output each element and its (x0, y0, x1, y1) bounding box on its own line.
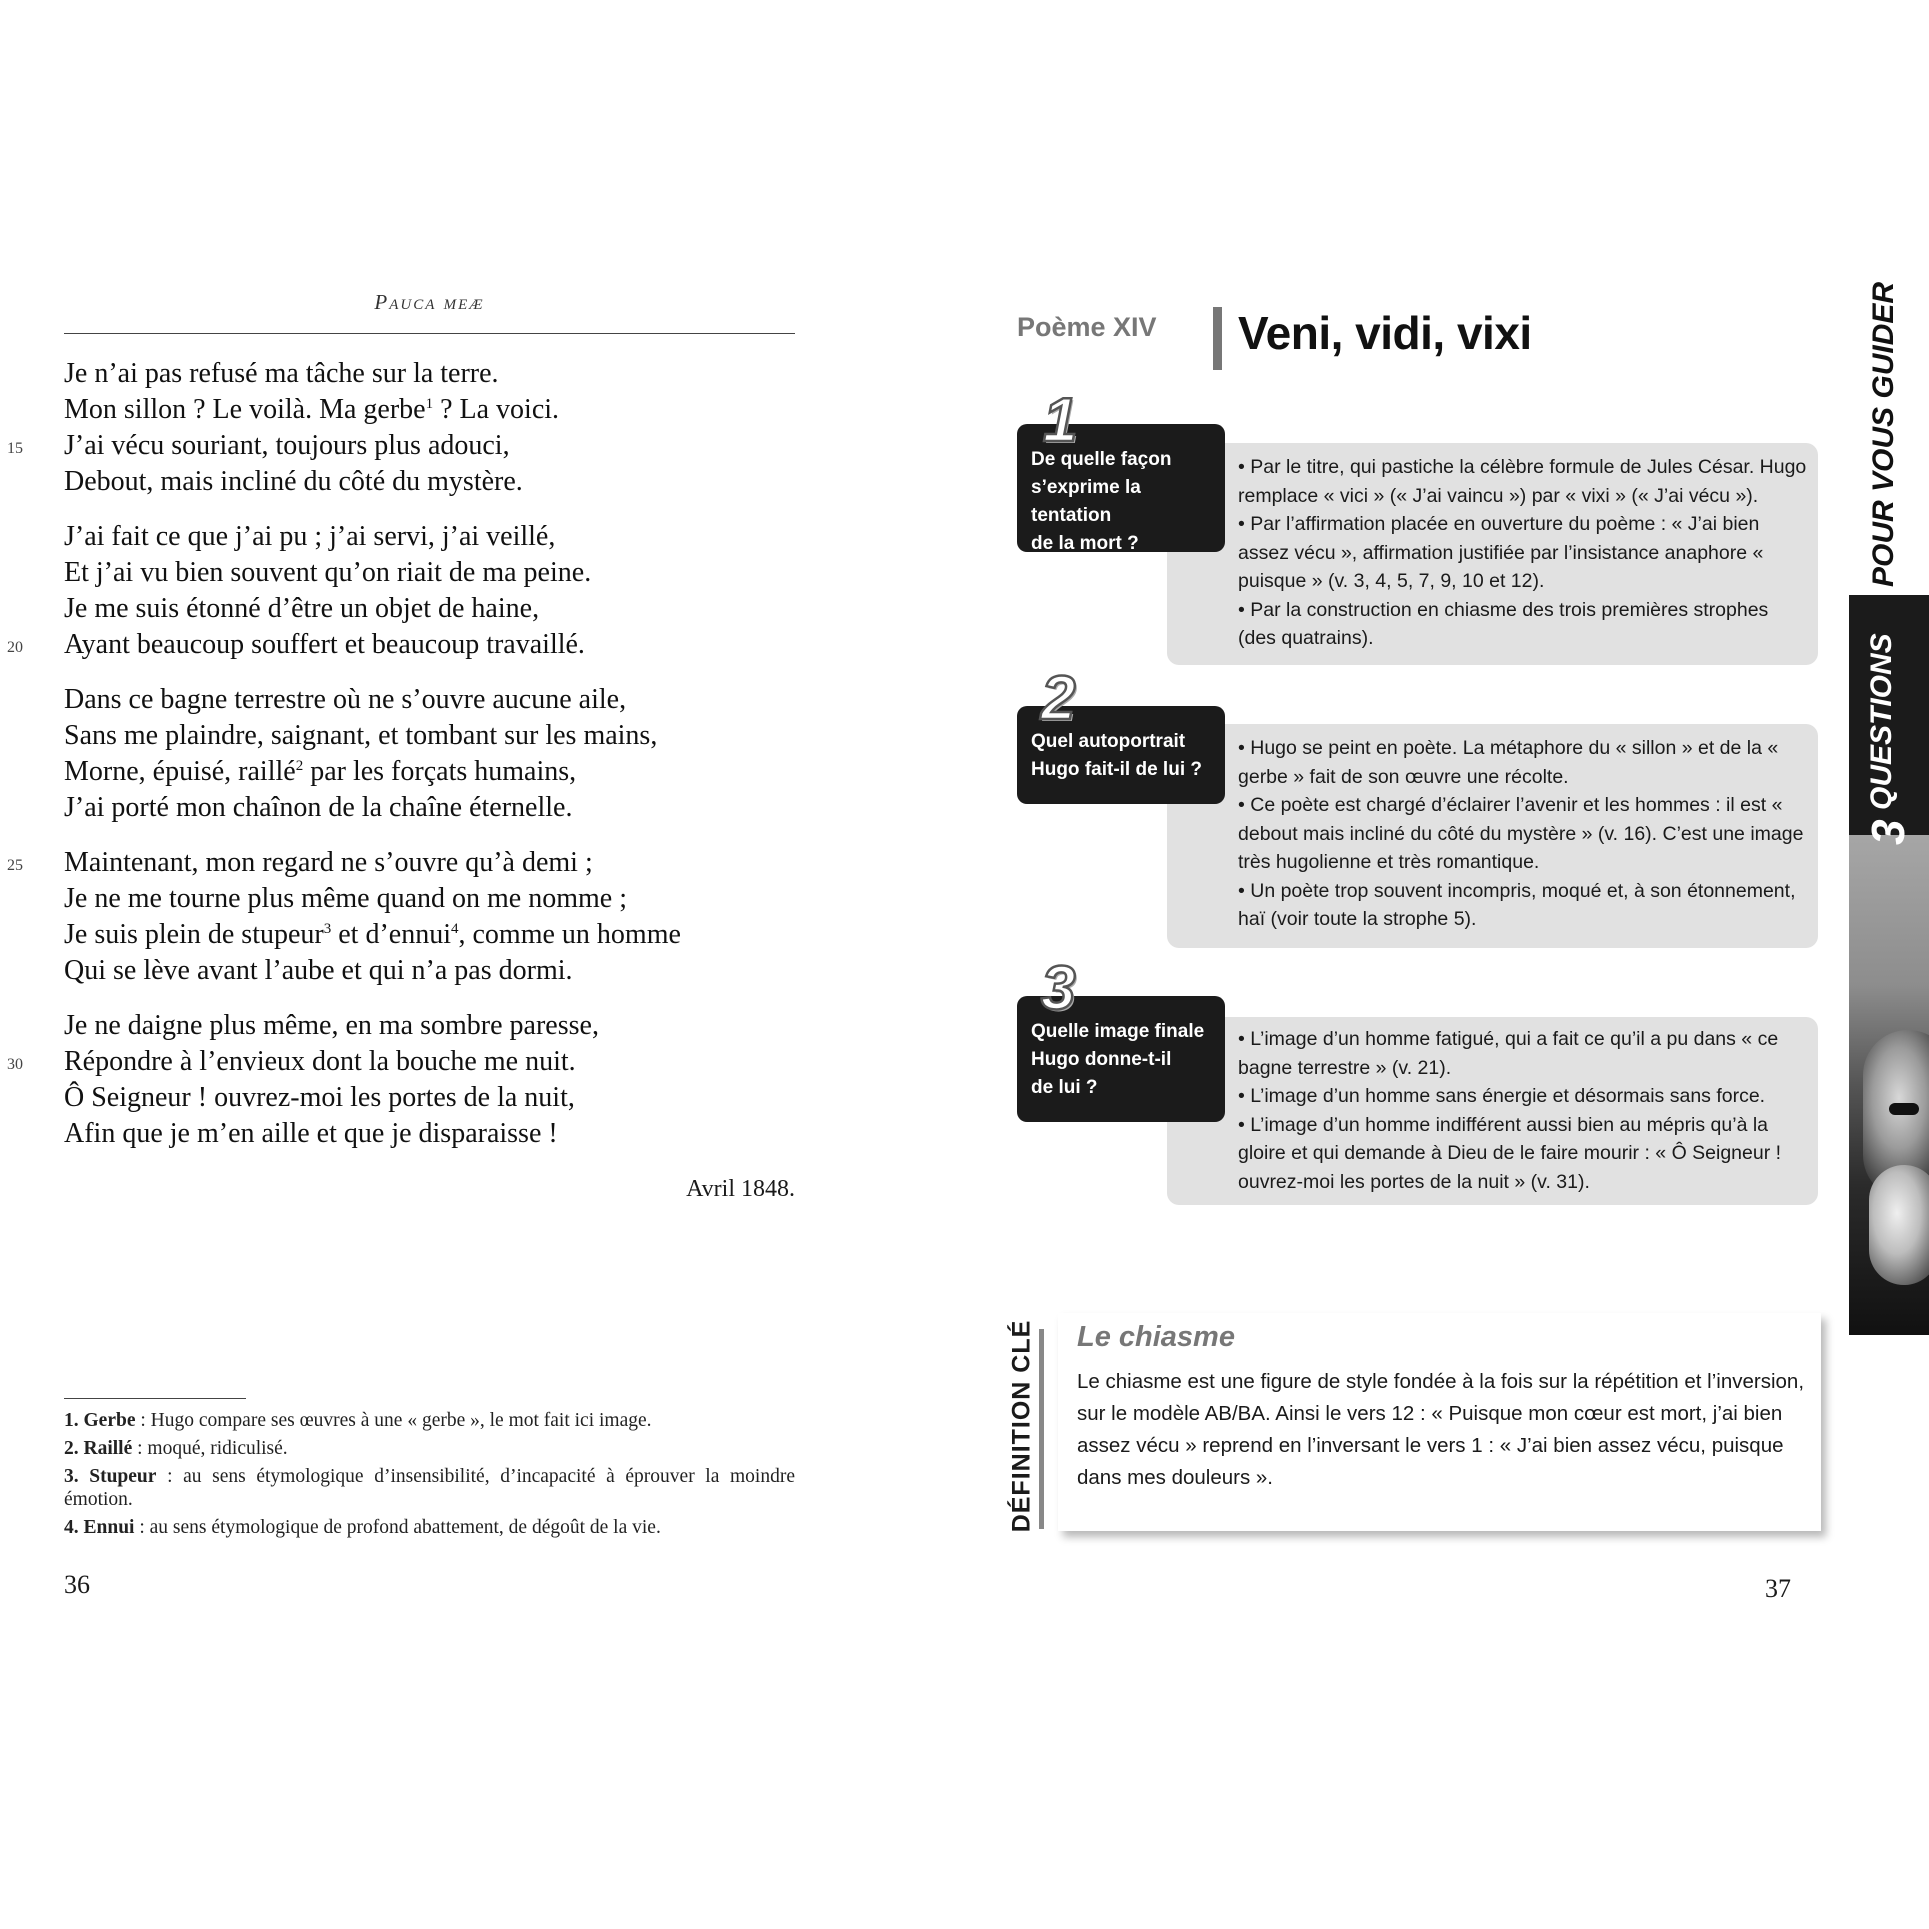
question-line: Quelle image finale (1031, 1021, 1205, 1042)
poem-verse (64, 754, 795, 790)
poem-verse (64, 1080, 795, 1116)
question-line: de lui ? (1031, 1077, 1098, 1098)
poem-verse (64, 555, 795, 591)
definition-text: Le chiasme est une figure de style fondée à la fois sur la répétition et l’inversion, sur le modèle AB/BA. Ainsi le vers 12 : « Puisque mon cœur est mort, j’ai bien assez vécu » reprend en l’inversant le vers 1 : « J’ai bien assez vécu, puisque dans mes douleurs ». (1077, 1370, 1805, 1489)
footnote (64, 1437, 795, 1460)
verse-text: Je suis plein de stupeur (64, 919, 324, 950)
footnote-text: : moqué, ridiculisé. (132, 1438, 288, 1459)
poem-stanza (7, 845, 795, 989)
answer-text-3 (1238, 1025, 1810, 1196)
answer-item: • Par l’affirmation placée en ouverture du poème : « J’ai bien assez vécu », affirmation justifiée par l’insistance anaphore « puisque » (v. 3, 4, 5, 7, 9, 10 et 12). (1238, 513, 1764, 592)
poem-verse (64, 591, 795, 627)
poem-stanza (7, 1008, 795, 1152)
poem-verse (64, 881, 795, 917)
poem-date: Avril 1848. (686, 1176, 795, 1202)
footnote (64, 1465, 795, 1511)
verse-text: Je ne daigne plus même, en ma sombre paresse, (64, 1010, 599, 1041)
footnotes (64, 1409, 795, 1544)
poem-verse (64, 917, 795, 953)
footnote (64, 1409, 795, 1432)
verse-text: Dans ce bagne terrestre où ne s’ouvre aucune aile, (64, 684, 627, 715)
footnote-ref: 4 (451, 921, 459, 937)
tab-label-guide: POUR VOUS GUIDER (1867, 281, 1900, 587)
verse-text: Afin que je m’en aille et que je disparaisse ! (64, 1118, 558, 1149)
verse-text: Ayant beaucoup souffert et beaucoup travaillé. (64, 629, 585, 660)
footnote-rule (64, 1398, 246, 1399)
verse-text: Mon sillon ? Le voilà. Ma gerbe (64, 394, 426, 425)
question-line: De quelle façon (1031, 449, 1172, 470)
poem-verse (7, 627, 795, 663)
verse-number: 20 (7, 639, 23, 656)
verse-number: 30 (7, 1056, 23, 1073)
answer-item: • L’image d’un homme sans énergie et désormais sans force. (1238, 1085, 1766, 1107)
verse-text: J’ai fait ce que j’ai pu ; j’ai servi, j’ai veillé, (64, 521, 556, 552)
question-line: Hugo donne-t-il (1031, 1049, 1172, 1070)
footnote-ref: 3 (323, 921, 332, 937)
verse-number: 25 (7, 857, 23, 874)
footnote-term: 1. Gerbe (64, 1410, 136, 1431)
answer-item: • L’image d’un homme fatigué, qui a fait ce qu’il a pu dans « ce bagne terrestre » (v. 21). (1238, 1028, 1779, 1079)
verse-text: Je ne me tourne plus même quand on me nomme ; (64, 883, 627, 914)
definition-accent-bar (1039, 1329, 1044, 1529)
question-number-1: 1 (1043, 386, 1078, 455)
verse-text: Qui se lève avant l’aube et qui n’a pas dormi. (64, 955, 573, 986)
answer-item: • Par la construction en chiasme des trois premières strophes (des quatrains). (1238, 598, 1769, 649)
footnote-ref: 2 (295, 758, 304, 774)
poem-verse (7, 845, 795, 881)
footnote-term: 4. Ennui (64, 1517, 135, 1538)
portrait-photo (1849, 835, 1929, 1335)
answer-item: • Par le titre, qui pastiche la célèbre formule de Jules César. Hugo remplace « vici » (« J’ai vaincu ») par « vixi » (« J’ai vécu »). (1238, 456, 1807, 507)
verse-text: , comme un homme (458, 919, 681, 950)
footnote-text: : Hugo compare ses œuvres à une « gerbe », le mot fait ici image. (135, 1410, 652, 1431)
verse-text: Et j’ai vu bien souvent qu’on riait de ma peine. (64, 557, 592, 588)
poem-verse (64, 356, 795, 392)
poem-verse (64, 519, 795, 555)
poem-verse (64, 718, 795, 754)
verse-text: J’ai porté mon chaînon de la chaîne éternelle. (64, 792, 573, 823)
footnote-text: : au sens étymologique d’insensibilité, d’incapacité à éprouver la moindre émotion. (64, 1466, 795, 1510)
answer-item: • Ce poète est chargé d’éclairer l’avenir et les hommes : il est « debout mais incliné du côté du mystère » (v. 16). C’est une image très hugolienne et très romantique. (1238, 794, 1804, 873)
definition-title: Le chiasme (1077, 1321, 1235, 1353)
verse-text: par les forçats humains, (303, 756, 577, 787)
question-line: s’exprime la tentation (1031, 477, 1141, 526)
poem-text (7, 356, 795, 1171)
verse-text: Maintenant, mon regard ne s’ouvre qu’à demi ; (64, 847, 593, 878)
answer-text-1 (1238, 453, 1810, 653)
poem-stanza (7, 519, 795, 663)
verse-text: Sans me plaindre, saignant, et tombant sur les mains, (64, 720, 658, 751)
poem-label: Poème XIV (1017, 312, 1157, 342)
verse-text: Je n’ai pas refusé ma tâche sur la terre. (64, 358, 499, 389)
poem-verse (64, 790, 795, 826)
verse-text: Morne, épuisé, raillé (64, 756, 296, 787)
answer-item: • L’image d’un homme indifférent aussi bien au mépris qu’à la gloire et qui demande à Dieu de le faire mourir : « Ô Seigneur ! ouvrez-moi les portes de la nuit » (v. 31). (1238, 1113, 1782, 1193)
poem-verse (7, 428, 795, 464)
poem-stanza (7, 356, 795, 500)
question-number-2: 2 (1041, 664, 1076, 733)
answer-text-2 (1238, 734, 1810, 934)
answer-item: • Hugo se peint en poète. La métaphore du « sillon » et de la « gerbe » fait de son œuvre une récolte. (1238, 737, 1779, 788)
poem-verse (64, 953, 795, 989)
running-head: Pauca meæ (374, 290, 485, 314)
poem-verse (7, 1044, 795, 1080)
verse-text: J’ai vécu souriant, toujours plus adouci, (64, 430, 510, 461)
tab-label-questions: QUESTIONS (1865, 633, 1898, 810)
answer-item: • Un poète trop souvent incompris, moqué et, à son étonnement, haï (voir toute la strophe 5). (1238, 879, 1796, 930)
page-number-right: 37 (1765, 1574, 1791, 1603)
poem-verse (64, 682, 795, 718)
footnote-ref: 1 (425, 396, 434, 412)
title-accent-bar (1213, 307, 1222, 370)
definition-label (1002, 1319, 1042, 1533)
verse-number: 15 (7, 440, 23, 457)
verse-text: Ô Seigneur ! ouvrez-moi les portes de la nuit, (64, 1082, 575, 1113)
portrait-eye-shape (1889, 1103, 1919, 1115)
question-line: de la mort ? (1031, 533, 1139, 554)
side-tab (1849, 281, 1929, 1635)
question-line: Quel autoportrait (1031, 731, 1186, 752)
page-number-left: 36 (64, 1570, 90, 1599)
header-rule (64, 333, 795, 334)
poem-title: Veni, vidi, vixi (1238, 307, 1532, 359)
portrait-beard-shape (1869, 1165, 1929, 1285)
verse-text: et d’ennui (331, 919, 451, 950)
question-line: Hugo fait-il de lui ? (1031, 759, 1202, 780)
question-number-3: 3 (1041, 954, 1076, 1023)
verse-text: ? La voici. (433, 394, 560, 425)
verse-text: Répondre à l’envieux dont la bouche me nuit. (64, 1046, 576, 1077)
definition-label-text: DÉFINITION CLÉ (1007, 1319, 1036, 1533)
poem-verse (64, 392, 795, 428)
poem-verse (64, 464, 795, 500)
poem-verse (64, 1008, 795, 1044)
footnote-term: 3. Stupeur (64, 1466, 157, 1487)
footnote-text: : au sens étymologique de profond abattement, de dégoût de la vie. (134, 1517, 661, 1538)
tab-section-number: 3 (1862, 819, 1914, 845)
footnote (64, 1516, 795, 1539)
poem-stanza (64, 682, 795, 826)
poem-verse (64, 1116, 795, 1152)
footnote-term: 2. Raillé (64, 1438, 133, 1459)
verse-text: Debout, mais incliné du côté du mystère. (64, 466, 523, 497)
verse-text: Je me suis étonné d’être un objet de haine, (64, 593, 540, 624)
